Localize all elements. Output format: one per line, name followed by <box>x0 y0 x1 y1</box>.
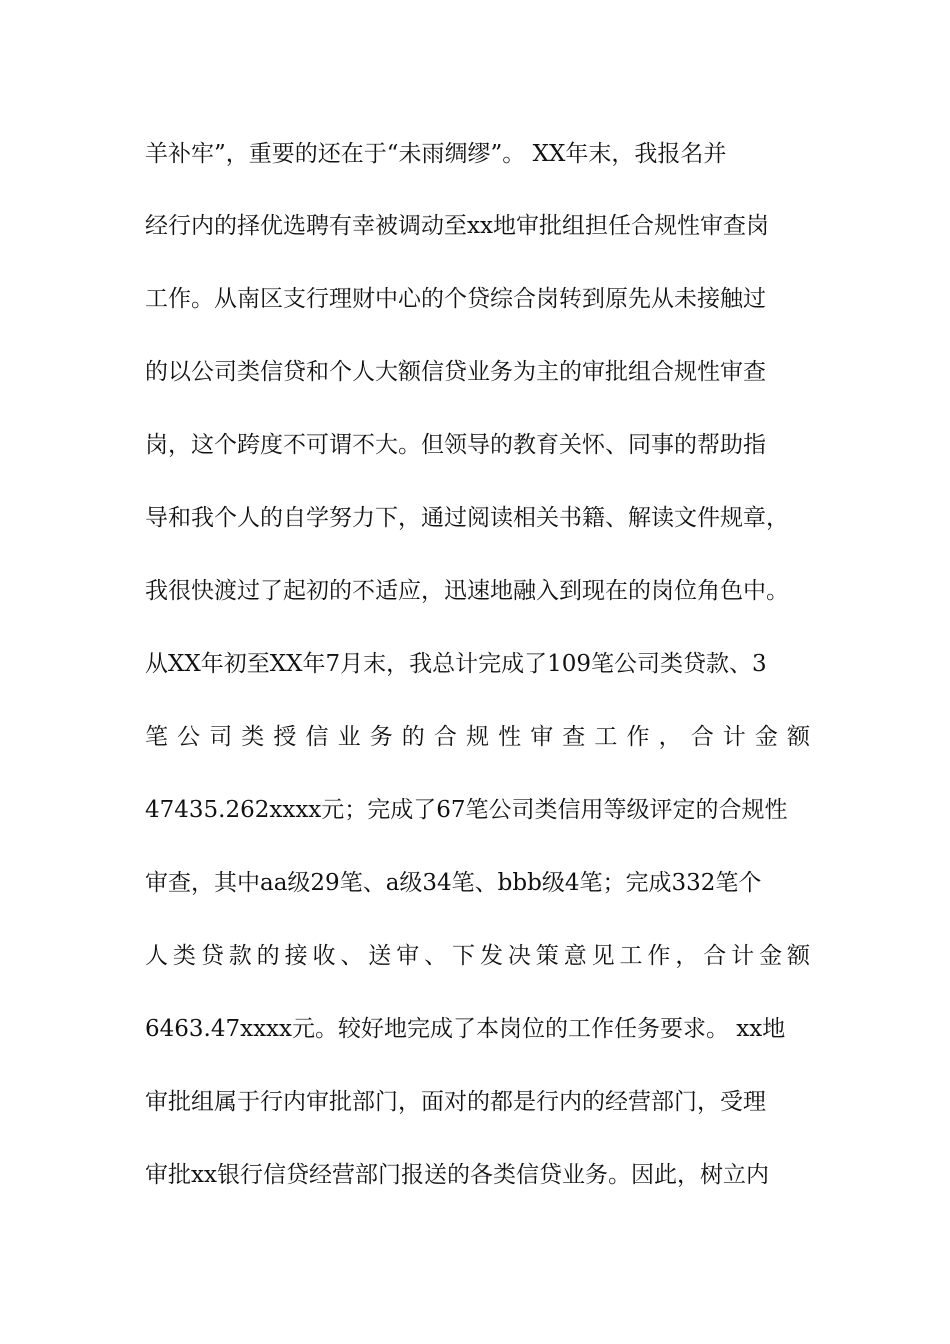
paragraph-line-2: 经行内的择优选聘有幸被调动至xx地审批组担任合规性审查岗 <box>145 213 769 239</box>
paragraph-line-5: 岗，这个跨度不可谓不大。但领导的教育关怀、同事的帮助指 <box>145 432 766 458</box>
paragraph-line-13: 6463.47xxxx元。较好地完成了本岗位的工作任务要求。 xx地 <box>145 1016 786 1042</box>
paragraph-line-1: 羊补牢”，重要的还在于“未雨绸缪”。 XX年末，我报名并 <box>145 141 727 167</box>
paragraph-line-9: 笔公司类授信业务的合规性审查工作，合计金额 <box>145 724 810 750</box>
paragraph-line-6: 导和我个人的自学努力下，通过阅读相关书籍、解读文件规章， <box>145 505 789 531</box>
paragraph-line-8: 从XX年初至XX年7月末，我总计完成了109笔公司类贷款、3 <box>145 651 767 677</box>
paragraph-line-4: 的以公司类信贷和个人大额信贷业务为主的审批组合规性审查 <box>145 359 766 385</box>
paragraph-line-14: 审批组属于行内审批部门，面对的都是行内的经营部门，受理 <box>145 1089 766 1115</box>
paragraph-line-3: 工作。从南区支行理财中心的个贷综合岗转到原先从未接触过 <box>145 286 766 312</box>
paragraph-line-7: 我很快渡过了起初的不适应，迅速地融入到现在的岗位角色中。 <box>145 578 789 604</box>
paragraph-line-12: 人类贷款的接收、送审、下发决策意见工作，合计金额 <box>145 943 810 969</box>
paragraph-line-10: 47435.262xxxx元；完成了67笔公司类信用等级评定的合规性 <box>145 797 788 823</box>
paragraph-line-15: 审批xx银行信贷经营部门报送的各类信贷业务。因此，树立内 <box>145 1162 769 1188</box>
paragraph-line-11: 审查，其中aa级29笔、a级34笔、bbb级4笔；完成332笔个 <box>145 870 762 896</box>
